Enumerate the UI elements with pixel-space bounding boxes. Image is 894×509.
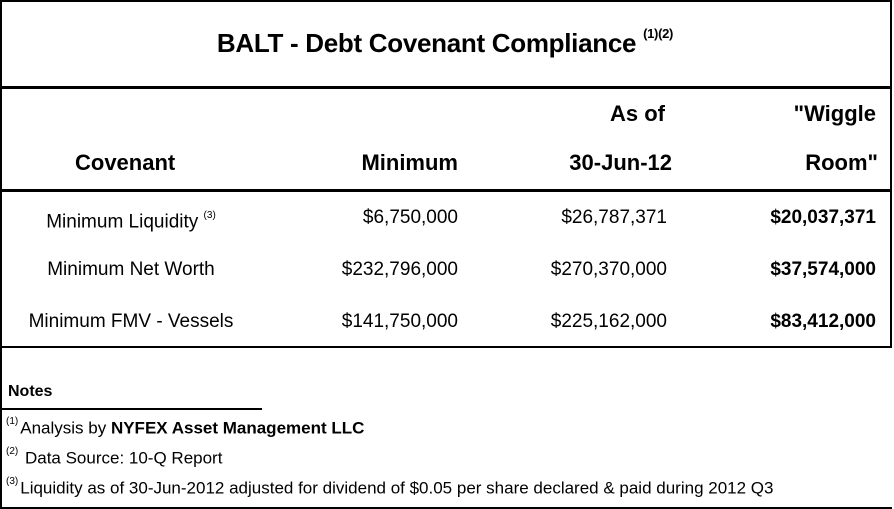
header-as-of-line2: 30-Jun-12 (569, 150, 672, 175)
table-row (0, 296, 890, 348)
covenant-cell (0, 244, 262, 296)
footnote-marker: (3) (203, 210, 216, 221)
wiggle-room-cell: $37,574,000 (770, 259, 876, 280)
header-wiggle-line2: Room" (805, 150, 878, 175)
note-text: Data Source: 10-Q Report (20, 448, 223, 468)
note-item (2, 440, 882, 470)
note-bold-text: NYFEX Asset Management LLC (110, 418, 365, 438)
minimum-cell: $141,750,000 (341, 311, 458, 332)
header-as-of-line1: As of (610, 101, 665, 126)
table-header-row (0, 89, 890, 192)
as-of-cell: $225,162,000 (550, 311, 667, 332)
covenant-name: Minimum Liquidity (46, 211, 199, 233)
table-title (216, 25, 674, 59)
notes-section (2, 380, 882, 500)
wiggle-room-cell: $20,037,371 (770, 207, 876, 228)
header-covenant: Covenant (75, 150, 176, 175)
minimum-cell: $6,750,000 (362, 207, 458, 228)
minimum-cell: $232,796,000 (341, 259, 458, 280)
covenant-name: Minimum FMV - Vessels (28, 311, 234, 332)
as-of-cell: $270,370,000 (550, 259, 667, 280)
table-row (0, 192, 890, 244)
note-marker: (2) (6, 446, 19, 457)
note-marker: (1) (6, 416, 19, 427)
table-title-text: BALT - Debt Covenant Compliance (216, 27, 637, 58)
covenant-name: Minimum Net Worth (47, 259, 215, 280)
header-wiggle-line1: "Wiggle (793, 101, 876, 126)
note-text: Liquidity as of 30-Jun-2012 adjusted for dividend of $0.05 per share declared & paid during 2012 Q3 (20, 478, 774, 498)
note-marker: (3) (6, 476, 19, 487)
title-footnote-markers: (1)(2) (643, 25, 674, 41)
note-text: Analysis by (20, 418, 111, 438)
covenant-cell (0, 192, 262, 248)
note-item (2, 410, 882, 440)
as-of-cell: $26,787,371 (561, 207, 667, 228)
table-row (0, 244, 890, 296)
covenant-cell (0, 296, 262, 348)
notes-title: Notes (8, 383, 53, 400)
note-item (2, 470, 882, 500)
wiggle-room-cell: $83,412,000 (770, 311, 876, 332)
header-minimum: Minimum (361, 150, 458, 175)
table-title-row (0, 0, 890, 89)
